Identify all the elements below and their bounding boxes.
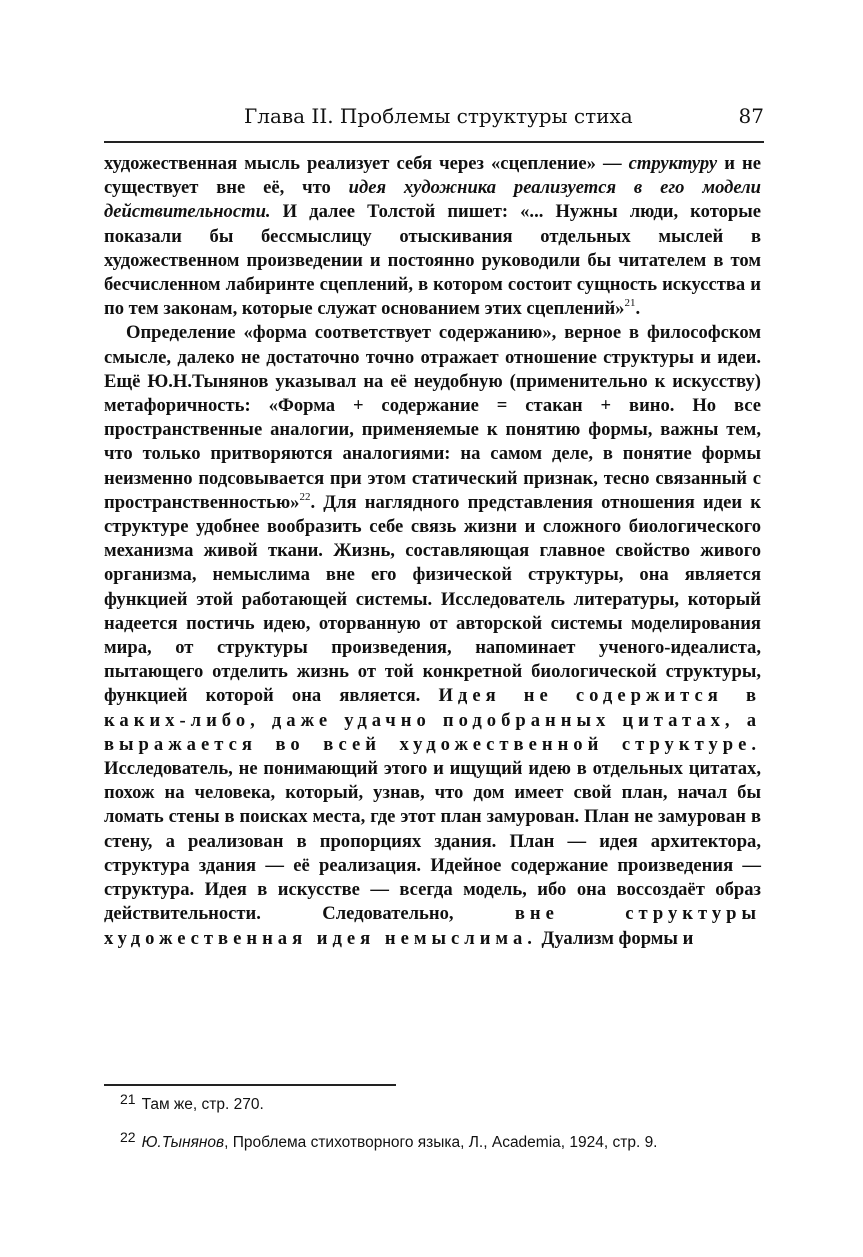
text-run: художественная мысль реализует себя через «сцепление» — (104, 153, 629, 174)
footnote-ref-22: 22 (299, 490, 311, 503)
page-number: 87 (738, 104, 764, 128)
spaced-emphasis: вне структуры художественная идея немыслима. (104, 903, 762, 949)
text-run: . Для наглядного представления отношения идеи к структуре удобнее вообразить себе связь жизни и сложного биологического механизма живой ткани. Жизнь, составляющая главное свойство живого организма, немыслима вне его физической структуры, она является функцией этой работающей системы. Исследователь литературы, который надеется постичь идею, оторванную от авторской системы моделирования мира, от структуры произведения, напоминает ученого-идеалиста, пытающего отделить жизнь от той конкретной биологической структуры, функцией которой она является. (104, 491, 761, 707)
text-run: Дуализм формы и (536, 927, 694, 949)
text-run: Исследователь, не понимающий этого и ищущий идею в отдельных цитатах, похож на человека, который, узнав, что дом имеет свой план, начал бы ломать стены в поисках места, где этот план замурован. План не замурован в стену, а реализован в пропорциях здания. План — идея архитектора, структура здания — её реализация. Идейное содержание произведения — структура. Идея в искусстве — всегда модель, ибо она воссоздаёт образ действительности. Следовательно, (104, 758, 761, 925)
spaced-emphasis: Идея не содержится в каких-либо, даже удачно подобранных цитатах, а выражается во всей художественной структуре. (104, 685, 762, 755)
footnote-22 (104, 1129, 764, 1164)
paragraph-1 (104, 152, 761, 321)
footnote-21 (104, 1091, 764, 1126)
running-head (104, 104, 764, 134)
text-run: Определение «форма соответствует содержанию», верное в философском смысле, далеко не достаточно точно отражает отношение структуры и идеи. Ещё Ю.Н.Тынянов указывал на её неудобную (применительно к искусству) метафоричность: «Форма + содержание = стакан + вино. Но все пространственные аналогии, применяемые к понятию формы, важны тем, что только притворяются аналогиями: на самом деле, в понятие формы неизменно подсовывается при этом статический признак, тесно связанный с пространственностью» (104, 322, 761, 513)
footnote-text: , Проблема стихотворного языка, Л., Academia, 1924, стр. 9. (224, 1134, 658, 1151)
footnote-text: Там же, стр. 270. (141, 1096, 264, 1113)
footnote-number: 22 (120, 1129, 136, 1145)
emphasis: идея художника реализуется в его модели действительности. (104, 177, 762, 223)
chapter-title: Глава II. Проблемы структуры стиха (244, 104, 633, 128)
footnote-number: 21 (120, 1091, 136, 1107)
text-run: . (635, 298, 641, 320)
footnote-author: Ю.Тынянов (141, 1134, 225, 1151)
footnotes (104, 1091, 764, 1172)
footnote-ref-21: 21 (624, 297, 636, 310)
text-run: И далее Толстой пишет: «... Нужны люди, которые показали бы бессмыслицу отыскивания отдельных мыслей в художественном произведении и постоянно руководили бы читателем в том бесчисленном лабиринте сцеплений, в котором состоит сущность искусства и по тем законам, которые служат основанием этих сцеплений» (104, 201, 761, 320)
paragraph-2 (104, 321, 761, 950)
emphasis: структуру (628, 153, 718, 174)
text-run: и не существует вне её, что (104, 153, 761, 199)
header-rule (104, 141, 764, 143)
main-text (104, 152, 761, 951)
footnote-rule (104, 1084, 396, 1086)
